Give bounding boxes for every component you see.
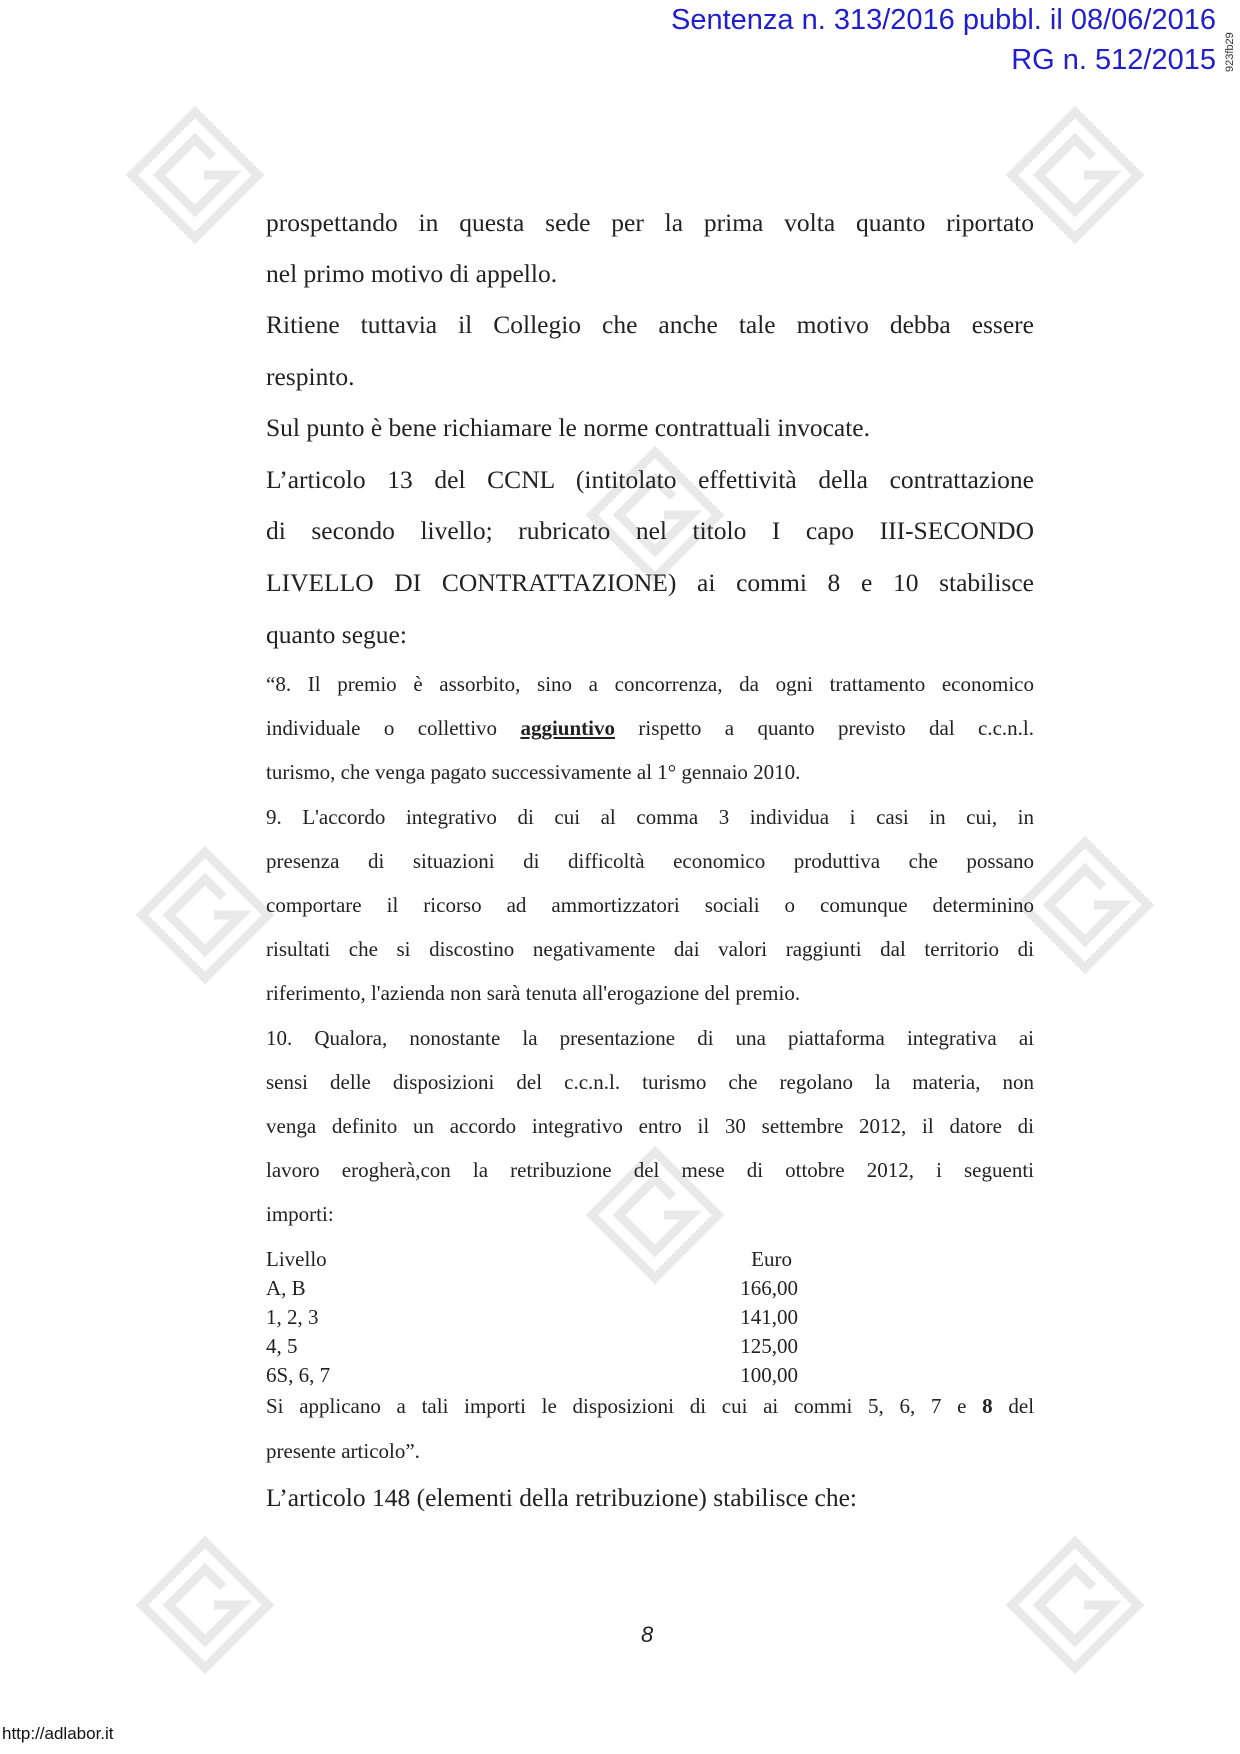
header-euro: Euro bbox=[751, 1247, 792, 1271]
cell-livello: 6S, 6, 7 bbox=[266, 1363, 331, 1387]
quote-text: Si applicano a tali importi le disposizioni di cui ai commi 5, 6, 7 e bbox=[266, 1394, 967, 1418]
text-line: prospettando in questa sede per la prima volta quanto riportato bbox=[266, 208, 1034, 237]
watermark-logo-icon bbox=[130, 840, 280, 990]
quote-line: risultati che si discostino negativamente dai valori raggiunti dal territorio di bbox=[266, 937, 1034, 961]
cell-livello: 1, 2, 3 bbox=[266, 1305, 319, 1329]
table-header bbox=[266, 1245, 798, 1274]
text-line: L’articolo 148 (elementi della retribuzione) stabilisce che: bbox=[266, 1483, 857, 1512]
emphasis-8: 8 bbox=[982, 1394, 993, 1418]
quote-text: rispetto a quanto previsto dal c.c.n.l. bbox=[638, 716, 1035, 740]
text-line: LIVELLO DI CONTRATTAZIONE) ai commi 8 e 10 stabilisce bbox=[266, 568, 1034, 597]
quote-line bbox=[266, 716, 1034, 741]
quote-line: venga definito un accordo integrativo entro il 30 settembre 2012, il datore di bbox=[266, 1114, 1034, 1138]
quote-line: presente articolo”. bbox=[266, 1439, 420, 1463]
text-line: quanto segue: bbox=[266, 620, 407, 649]
quote-line: lavoro erogherà,con la retribuzione del mese di ottobre 2012, i seguenti bbox=[266, 1158, 1034, 1182]
watermark-logo-icon bbox=[120, 100, 270, 250]
source-link[interactable]: http://adlabor.it bbox=[2, 1724, 114, 1743]
table-row bbox=[266, 1303, 798, 1332]
cell-euro: 141,00 bbox=[740, 1305, 798, 1329]
cell-euro: 166,00 bbox=[740, 1276, 798, 1300]
quote-line bbox=[266, 1394, 1034, 1419]
watermark-logo-icon bbox=[130, 1530, 280, 1680]
cell-livello: 4, 5 bbox=[266, 1334, 298, 1358]
text-line: Ritiene tuttavia il Collegio che anche tale motivo debba essere bbox=[266, 310, 1034, 339]
quote-line: sensi delle disposizioni del c.c.n.l. turismo che regolano la materia, non bbox=[266, 1070, 1034, 1094]
table-row bbox=[266, 1274, 798, 1303]
text-line: respinto. bbox=[266, 362, 355, 391]
text-line: L’articolo 13 del CCNL (intitolato effettività della contrattazione bbox=[266, 465, 1034, 494]
quote-text: del bbox=[1008, 1394, 1035, 1418]
header-rg: RG n. 512/2015 bbox=[1011, 44, 1216, 76]
watermark-logo-icon bbox=[1000, 1530, 1150, 1680]
quote-line: importi: bbox=[266, 1202, 334, 1226]
quote-text: individuale o collettivo bbox=[266, 716, 498, 740]
amounts-table bbox=[266, 1245, 798, 1390]
quote-line: “8. Il premio è assorbito, sino a concorrenza, da ogni trattamento economico bbox=[266, 672, 1034, 696]
quote-line: 9. L'accordo integrativo di cui al comma 3 individua i casi in cui, in bbox=[266, 805, 1034, 829]
quote-line: comportare il ricorso ad ammortizzatori sociali o comunque determinino bbox=[266, 893, 1034, 917]
text-line: Sul punto è bene richiamare le norme contrattuali invocate. bbox=[266, 413, 870, 442]
page-number: 8 bbox=[641, 1622, 654, 1647]
quote-line: turismo, che venga pagato successivamente al 1° gennaio 2010. bbox=[266, 760, 801, 784]
emphasis-aggiuntivo: aggiuntivo bbox=[520, 716, 615, 740]
table-row bbox=[266, 1361, 798, 1390]
quote-line: riferimento, l'azienda non sarà tenuta all'erogazione del premio. bbox=[266, 981, 801, 1005]
table-row bbox=[266, 1332, 798, 1361]
header-livello: Livello bbox=[266, 1247, 327, 1271]
quote-line: 10. Qualora, nonostante la presentazione di una piattaforma integrativa ai bbox=[266, 1026, 1034, 1050]
cell-euro: 100,00 bbox=[740, 1363, 798, 1387]
quote-line: presenza di situazioni di difficoltà economico produttiva che possano bbox=[266, 849, 1034, 873]
cell-livello: A, B bbox=[266, 1276, 306, 1300]
text-line: nel primo motivo di appello. bbox=[266, 259, 558, 288]
header-sentenza: Sentenza n. 313/2016 pubbl. il 08/06/2016 bbox=[670, 4, 1216, 36]
text-line: di secondo livello; rubricato nel titolo I capo III-SECONDO bbox=[266, 516, 1034, 545]
document-code: 923fb29 bbox=[1224, 32, 1236, 72]
cell-euro: 125,00 bbox=[740, 1334, 798, 1358]
